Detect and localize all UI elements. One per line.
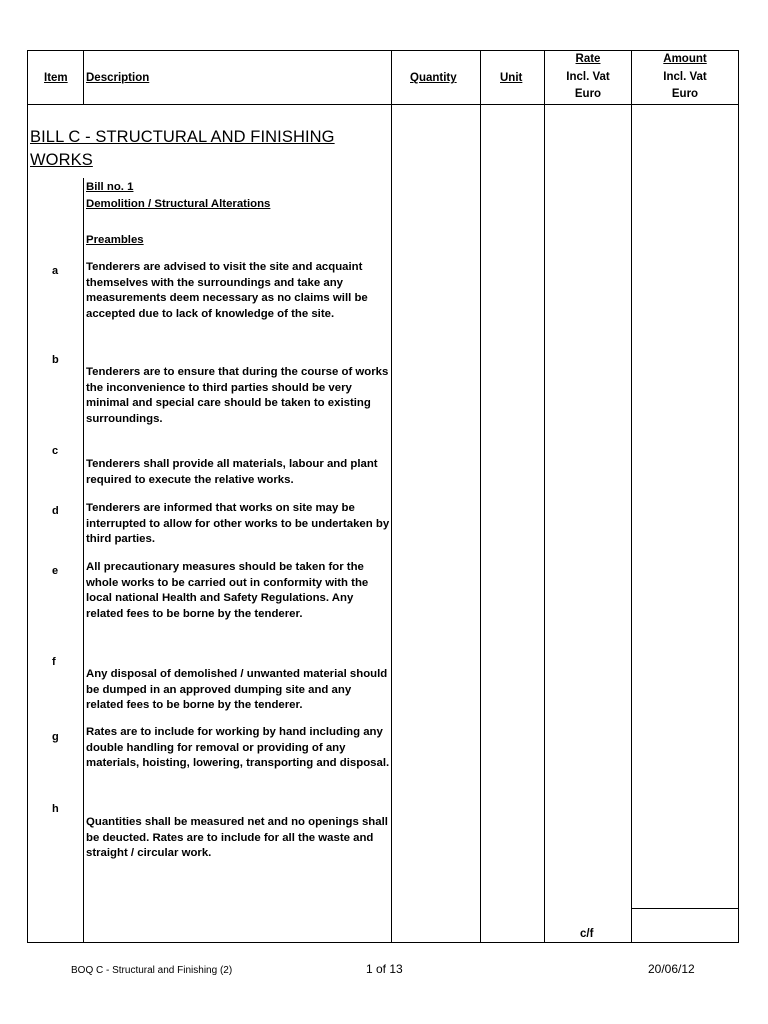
col-line-description <box>391 50 392 943</box>
header-unit: Unit <box>500 72 523 84</box>
amount-cf-line <box>631 908 739 909</box>
col-line-quantity <box>480 50 481 943</box>
table-border-bottom <box>27 942 739 943</box>
header-amount: Amount Incl. Vat Euro <box>663 53 707 100</box>
carried-forward-label: c/f <box>580 928 594 940</box>
col-line-rate <box>631 50 632 943</box>
header-separator <box>83 104 739 105</box>
item-text-h: Quantities shall be measured net and no openings shall be deucted. Rates are to include for all the waste and straight / circular work. <box>86 816 388 859</box>
item-letter-b: b <box>52 354 59 366</box>
item-letter-e: e <box>52 565 59 577</box>
header-rate: Rate Incl. Vat Euro <box>566 53 610 100</box>
footer-date: 20/06/12 <box>648 962 695 976</box>
header-description: Description <box>86 72 150 84</box>
header-quantity: Quantity <box>410 72 457 84</box>
bill-name: Demolition / Structural Alterations <box>86 198 271 210</box>
col-line-right <box>738 50 739 943</box>
col-line-unit <box>544 50 545 943</box>
item-text-e: All precautionary measures should be taken for the whole works to be carried out in conformity with the local national Health and Safety Regulations. Any related fees to be borne by the tenderer. <box>86 561 369 620</box>
col-line-left <box>27 50 28 943</box>
item-text-g: Rates are to include for working by hand including any double handling for removal or providing of any materials, hoisting, lowering, transporting and disposal. <box>86 726 390 769</box>
footer-document-name: BOQ C - Structural and Finishing (2) <box>71 965 233 976</box>
item-letter-h: h <box>52 803 59 815</box>
item-text-c: Tenderers shall provide all materials, labour and plant required to execute the relative works. <box>86 458 378 486</box>
item-text-a: Tenderers are advised to visit the site and acquaint themselves with the surroundings and take any measurements deem necessary as no claims will be accepted due to lack of knowledge of the site. <box>86 261 368 320</box>
item-letter-c: c <box>52 445 59 457</box>
header-item: Item <box>44 72 68 84</box>
item-text-f: Any disposal of demolished / unwanted material should be dumped in an approved dumping site and any related fees to be borne by the tenderer. <box>86 668 388 711</box>
item-letter-g: g <box>52 731 59 743</box>
bill-title: BILL C - STRUCTURAL AND FINISHING WORKS <box>30 128 335 169</box>
section-preambles: Preambles <box>86 234 144 246</box>
item-letter-a: a <box>52 265 59 277</box>
item-text-b: Tenderers are to ensure that during the course of works the inconvenience to third parties should be very minimal and special care should be taken to existing surroundings. <box>86 366 389 425</box>
col-line-item <box>83 50 84 105</box>
item-letter-d: d <box>52 505 59 517</box>
item-letter-f: f <box>52 656 56 668</box>
bill-number: Bill no. 1 <box>86 181 134 193</box>
item-text-d: Tenderers are informed that works on site may be interrupted to allow for other works to be undertaken by third parties. <box>86 502 390 545</box>
table-border-top <box>27 50 739 51</box>
footer-page-number: 1 of 13 <box>366 962 403 976</box>
header-separator-item <box>27 104 83 105</box>
col-line-item-body <box>83 178 84 943</box>
